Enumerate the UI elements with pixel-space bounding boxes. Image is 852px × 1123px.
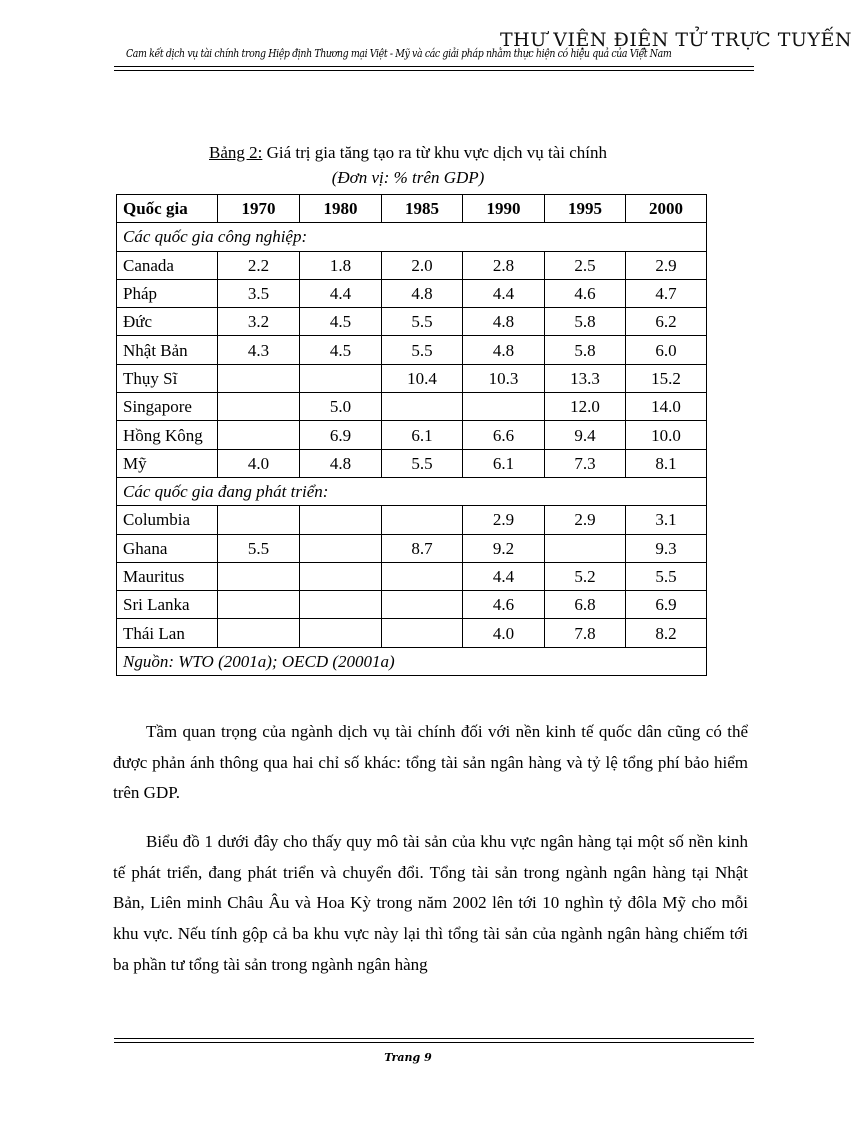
value-cell [300, 619, 382, 647]
table-row [117, 251, 707, 279]
value-cell [463, 393, 545, 421]
header-year-2000: 2000 [626, 195, 707, 223]
value-cell [382, 393, 463, 421]
value-cell: 5.8 [545, 336, 626, 364]
value-cell [218, 591, 300, 619]
value-cell: 4.8 [300, 449, 382, 477]
table-row [117, 591, 707, 619]
table-row [117, 393, 707, 421]
country-cell: Đức [117, 308, 218, 336]
value-cell [300, 364, 382, 392]
value-cell [300, 562, 382, 590]
value-cell: 2.0 [382, 251, 463, 279]
value-cell: 6.9 [300, 421, 382, 449]
table-row [117, 421, 707, 449]
value-cell [218, 562, 300, 590]
value-cell: 13.3 [545, 364, 626, 392]
watermark-text: THƯ VIỆN ĐIỆN TỬ TRỰC TUYẾN [500, 29, 852, 51]
value-cell [300, 591, 382, 619]
value-cell: 4.5 [300, 308, 382, 336]
value-cell: 6.6 [463, 421, 545, 449]
header-rule-top [114, 66, 754, 67]
value-cell [218, 421, 300, 449]
value-cell: 5.5 [382, 449, 463, 477]
value-cell: 6.0 [626, 336, 707, 364]
table-group-row [117, 477, 707, 505]
table-caption-label: Bảng 2: [209, 143, 263, 162]
value-cell [382, 619, 463, 647]
body-paragraph-1: Tầm quan trọng của ngành dịch vụ tài chính đối với nền kinh tế quốc dân cũng có thể được phản ánh thông qua hai chỉ số khác: tổng tài sản ngân hàng và tỷ lệ tổng phí bảo hiểm trên GDP. [113, 722, 748, 803]
value-cell [300, 506, 382, 534]
country-cell: Hồng Kông [117, 421, 218, 449]
value-cell: 6.1 [463, 449, 545, 477]
table-source: Nguồn: WTO (2001a); OECD (20001a) [117, 647, 707, 675]
value-cell: 4.6 [463, 591, 545, 619]
country-cell: Columbia [117, 506, 218, 534]
table-row [117, 449, 707, 477]
value-cell: 9.4 [545, 421, 626, 449]
value-cell: 2.9 [626, 251, 707, 279]
value-cell: 8.7 [382, 534, 463, 562]
value-cell: 4.8 [463, 308, 545, 336]
footer-rule-bottom [114, 1042, 754, 1043]
country-cell: Pháp [117, 279, 218, 307]
value-cell [382, 591, 463, 619]
value-cell [218, 619, 300, 647]
table-caption-title: Giá trị gia tăng tạo ra từ khu vực dịch vụ tài chính [266, 143, 607, 162]
value-cell: 5.8 [545, 308, 626, 336]
header-year-1980: 1980 [300, 195, 382, 223]
group-label: Các quốc gia đang phát triển: [117, 477, 707, 505]
country-cell: Mauritus [117, 562, 218, 590]
value-cell: 5.2 [545, 562, 626, 590]
value-cell: 2.9 [463, 506, 545, 534]
value-cell: 2.5 [545, 251, 626, 279]
table-row [117, 308, 707, 336]
value-cell [545, 534, 626, 562]
table-row [117, 619, 707, 647]
value-cell: 4.0 [463, 619, 545, 647]
value-cell: 5.5 [218, 534, 300, 562]
value-cell: 4.5 [300, 336, 382, 364]
value-cell: 5.5 [626, 562, 707, 590]
country-cell: Ghana [117, 534, 218, 562]
value-cell: 4.8 [382, 279, 463, 307]
group-label: Các quốc gia công nghiệp: [117, 223, 707, 251]
value-cell: 4.8 [463, 336, 545, 364]
value-cell [382, 562, 463, 590]
country-cell: Thụy Sĩ [117, 364, 218, 392]
value-cell: 1.8 [300, 251, 382, 279]
value-cell: 5.5 [382, 308, 463, 336]
body-paragraph-2: Biểu đồ 1 dưới đây cho thấy quy mô tài sản của khu vực ngân hàng tại một số nền kinh tế phát triển, đang phát triển và chuyển đổi. Tổng tài sản trong ngành ngân hàng tại Nhật Bản, Liên minh Châu Âu và Hoa Kỳ trong năm 2002 lên tới 10 nghìn tỷ đôla Mỹ cho mỗi khu vực. Nếu tính gộp cả ba khu vực này lại thì tổng tài sản của ngành ngân hàng chiếm tới ba phần tư tổng tài sản trong ngành ngân hàng [113, 832, 748, 974]
table-row [117, 364, 707, 392]
header-country: Quốc gia [117, 195, 218, 223]
value-cell: 12.0 [545, 393, 626, 421]
value-cell: 4.4 [463, 562, 545, 590]
value-cell: 8.1 [626, 449, 707, 477]
value-cell [218, 364, 300, 392]
header-year-1970: 1970 [218, 195, 300, 223]
value-cell: 2.8 [463, 251, 545, 279]
value-cell: 6.9 [626, 591, 707, 619]
value-cell: 14.0 [626, 393, 707, 421]
value-cell: 4.4 [300, 279, 382, 307]
value-cell: 10.0 [626, 421, 707, 449]
table-caption [0, 143, 816, 163]
page-header-title: Cam kết dịch vụ tài chính trong Hiệp định Thương mại Việt - Mỹ và các giải pháp nhằm thực hiện có hiệu quả của Việt Nam [126, 47, 672, 60]
country-cell: Thái Lan [117, 619, 218, 647]
table-unit: (Đơn vị: % trên GDP) [331, 168, 485, 187]
country-cell: Singapore [117, 393, 218, 421]
header-year-1990: 1990 [463, 195, 545, 223]
table-row [117, 534, 707, 562]
value-cell [218, 393, 300, 421]
value-cell: 7.3 [545, 449, 626, 477]
country-cell: Canada [117, 251, 218, 279]
value-cell: 7.8 [545, 619, 626, 647]
value-cell: 5.5 [382, 336, 463, 364]
value-cell: 4.3 [218, 336, 300, 364]
value-cell: 4.6 [545, 279, 626, 307]
table-group-row [117, 223, 707, 251]
table-row [117, 279, 707, 307]
financial-value-added-table [116, 194, 707, 676]
table-row [117, 506, 707, 534]
value-cell: 3.1 [626, 506, 707, 534]
value-cell: 9.2 [463, 534, 545, 562]
table-body [117, 223, 707, 676]
value-cell: 2.9 [545, 506, 626, 534]
value-cell: 10.4 [382, 364, 463, 392]
value-cell: 5.0 [300, 393, 382, 421]
footer-rule-top [114, 1038, 754, 1039]
value-cell: 9.3 [626, 534, 707, 562]
value-cell: 4.4 [463, 279, 545, 307]
value-cell [300, 534, 382, 562]
value-cell: 10.3 [463, 364, 545, 392]
value-cell: 6.2 [626, 308, 707, 336]
country-cell: Mỹ [117, 449, 218, 477]
value-cell: 4.7 [626, 279, 707, 307]
value-cell: 15.2 [626, 364, 707, 392]
value-cell: 4.0 [218, 449, 300, 477]
country-cell: Sri Lanka [117, 591, 218, 619]
value-cell: 3.5 [218, 279, 300, 307]
header-year-1985: 1985 [382, 195, 463, 223]
header-rule-bottom [114, 70, 754, 71]
value-cell [218, 506, 300, 534]
header-year-1995: 1995 [545, 195, 626, 223]
country-cell: Nhật Bản [117, 336, 218, 364]
table-source-row [117, 647, 707, 675]
value-cell: 6.8 [545, 591, 626, 619]
value-cell: 2.2 [218, 251, 300, 279]
table-row [117, 562, 707, 590]
table-row [117, 336, 707, 364]
value-cell: 8.2 [626, 619, 707, 647]
value-cell [382, 506, 463, 534]
value-cell: 6.1 [382, 421, 463, 449]
value-cell: 3.2 [218, 308, 300, 336]
page-number: Trang 9 [384, 1051, 432, 1064]
table-header-row [117, 195, 707, 223]
